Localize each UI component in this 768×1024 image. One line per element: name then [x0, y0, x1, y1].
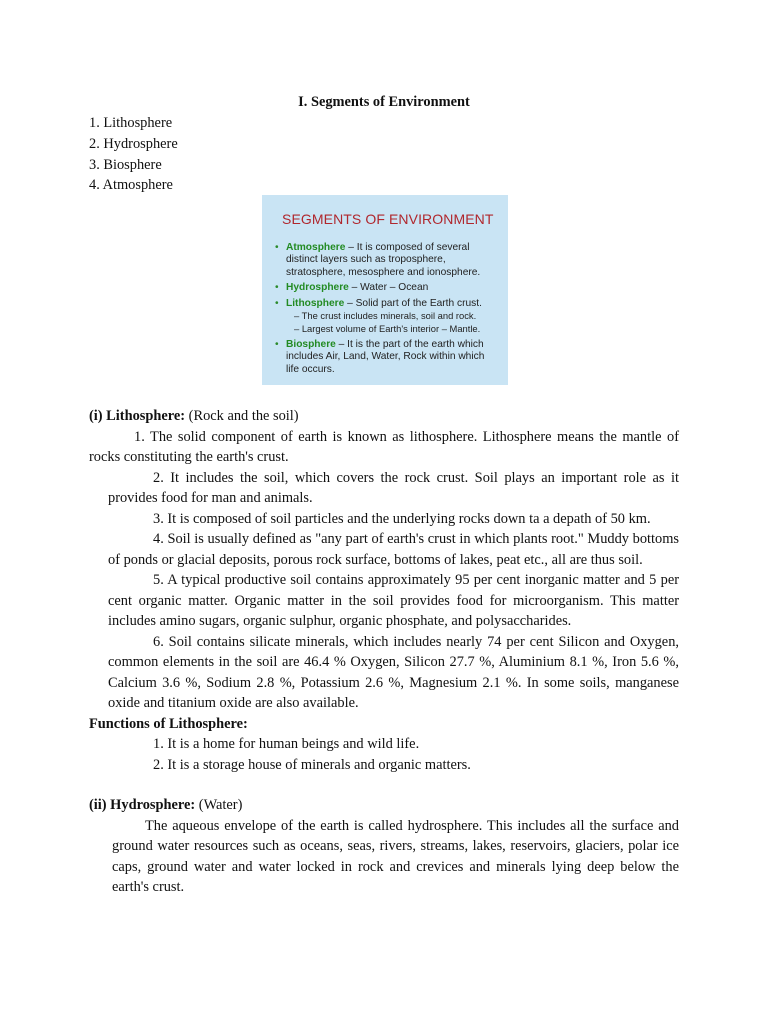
paragraph: 3. It is composed of soil particles and the underlying rocks down ta a depath of 50 km.: [153, 510, 651, 527]
functions-heading: Functions of Lithosphere:: [89, 715, 248, 732]
list-item: 1. It is a home for human beings and wild life.: [153, 736, 420, 752]
spacer: [89, 775, 679, 795]
bullet-icon: •: [275, 282, 279, 294]
heading-note: (Water): [195, 797, 243, 813]
document-body: [89, 406, 679, 898]
list-item: 1. Lithosphere: [89, 115, 173, 131]
paragraph: The aqueous envelope of the earth is called hydrosphere. This includes all the surface and ground water resources such as oceans, seas, rivers, streams, lakes, reservoirs, glaciers, polar ice caps, ground water and water locked in rock and crevices and minerals lying deep below the earth's crust.: [112, 817, 679, 895]
heading-label: (ii) Hydrosphere:: [89, 797, 196, 813]
figure-term: Atmosphere: [286, 241, 346, 253]
bullet-icon: •: [275, 297, 279, 309]
list-item: 3. Biosphere: [89, 156, 162, 173]
segments-figure: [262, 195, 508, 385]
figure-term: Biosphere: [286, 338, 336, 350]
section-heading-hydrosphere: [89, 795, 679, 816]
figure-text: – It is the part of the earth which includes Air, Land, Water, Rock within which life occurs.: [286, 338, 485, 375]
paragraph: 6. Soil contains silicate minerals, which includes nearly 74 per cent Silicon and Oxygen, common elements in the soil are 46.4 % Oxygen, Silicon 27.7 %, Aluminium 8.1 %, Iron 5.6 %, Calcium 3.6 %, Sodium 2.8 %, Potassium 2.6 %, Magnesium 2.1 %. In some soils, manganese oxide and titanium oxide are also available.: [108, 633, 679, 711]
figure-item-hydrosphere: [272, 282, 500, 295]
figure-item-lithosphere: [272, 298, 500, 311]
segments-list: [89, 113, 178, 196]
heading-label: (i) Lithosphere:: [89, 408, 186, 424]
figure-text: – Solid part of the Earth crust.: [344, 297, 482, 309]
list-item: 2. Hydrosphere: [89, 135, 178, 152]
figure-subitem: – The crust includes minerals, soil and rock.: [294, 310, 477, 322]
figure-text: – It is composed of several distinct layers such as troposphere, stratosphere, mesosphere and ionosphere.: [286, 241, 481, 278]
page-title: I. Segments of Environment: [298, 94, 470, 110]
heading-note: (Rock and the soil): [185, 408, 299, 424]
section-heading-lithosphere: [89, 406, 679, 427]
paragraph: 1. The solid component of earth is known as lithosphere. Lithosphere means the mantle of rocks constituting the earth's crust.: [89, 428, 679, 465]
bullet-icon: •: [275, 241, 279, 253]
figure-text: – Water – Ocean: [348, 282, 429, 294]
paragraph: 2. It includes the soil, which covers the rock crust. Soil plays an important role as it provides food for man and animals.: [108, 469, 679, 506]
figure-term: Hydrosphere: [286, 282, 349, 294]
figure-item-biosphere: [272, 339, 500, 377]
figure-item-atmosphere: [272, 242, 500, 280]
list-item: 4. Atmosphere: [89, 177, 173, 194]
paragraph: 4. Soil is usually defined as "any part of earth's crust in which plants root." Muddy bottoms of ponds or glacial deposits, porous rock surface, bottoms of lakes, peat etc., all are thus soil.: [108, 531, 679, 568]
paragraph: 5. A typical productive soil contains approximately 95 per cent inorganic matter and 5 per cent organic matter. Organic matter in the soil provides food for microorganism. This matter includes amino sugars, organic sulphur, organic phosphate, and polysaccharides.: [108, 572, 679, 629]
figure-subitem: – Largest volume of Earth's interior – Mantle.: [294, 323, 481, 335]
list-item: 2. It is a storage house of minerals and organic matters.: [153, 756, 471, 773]
figure-title: SEGMENTS OF ENVIRONMENT: [282, 211, 494, 227]
figure-term: Lithosphere: [286, 297, 345, 309]
bullet-icon: •: [275, 338, 279, 350]
